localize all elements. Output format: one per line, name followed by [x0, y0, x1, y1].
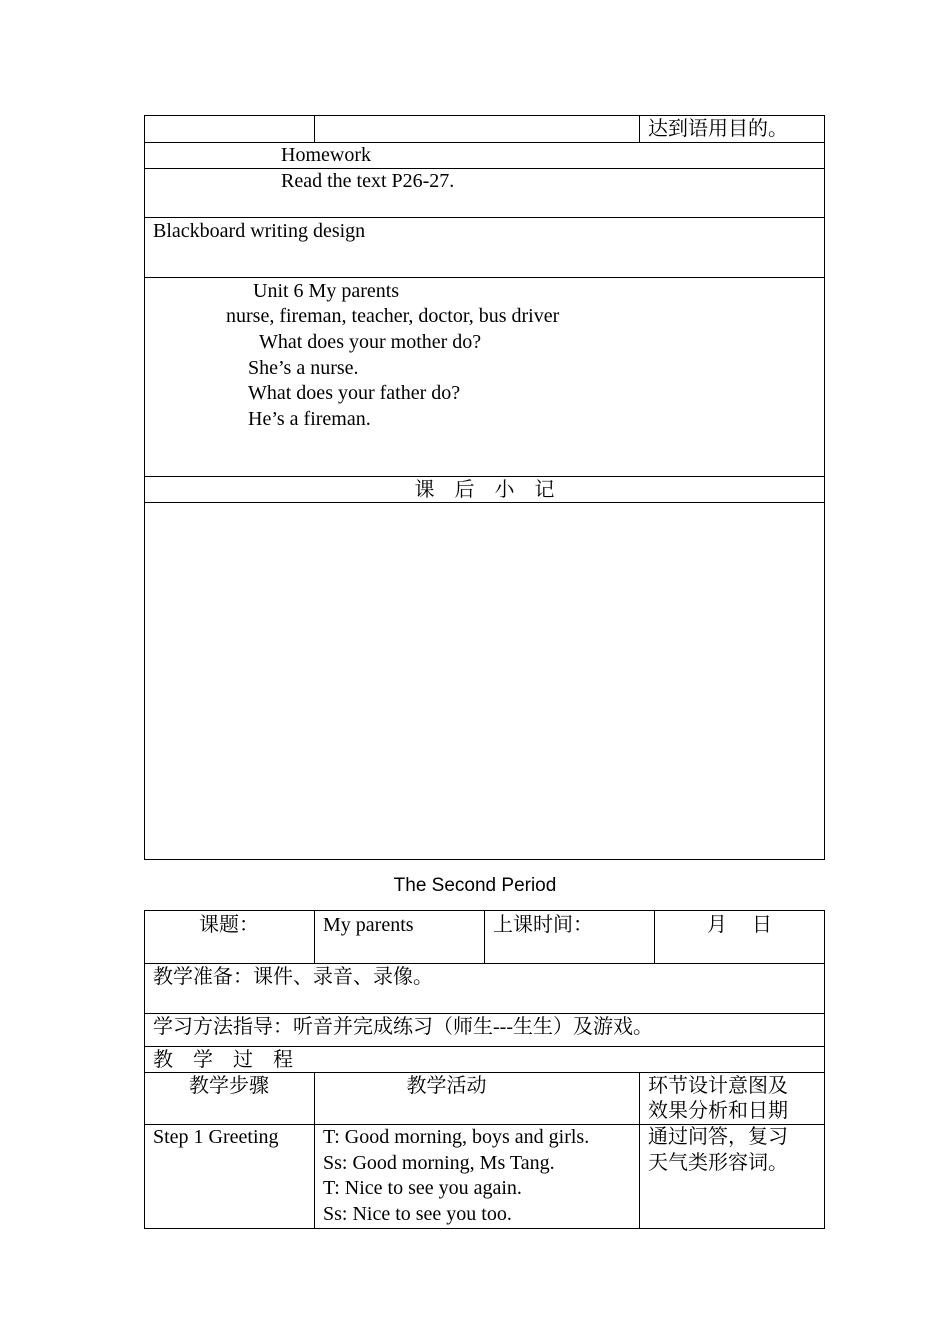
col-divider — [639, 1072, 640, 1229]
step1-activity-line: T: Nice to see you again. — [323, 1177, 522, 1199]
step1-name: Step 1 Greeting — [153, 1126, 279, 1148]
step1-purpose-line: 天气类形容词。 — [648, 1152, 788, 1174]
blackboard-line-question-mother: What does your mother do? — [259, 331, 482, 353]
top-row1-divider-b — [639, 115, 640, 142]
homework-label: Homework — [281, 144, 371, 166]
step1-purpose-line: 通过问答，复习 — [648, 1126, 788, 1148]
blackboard-line-unit: Unit 6 My parents — [253, 280, 400, 302]
row-divider — [144, 217, 825, 218]
col-header-activities: 教学活动 — [406, 1075, 487, 1097]
section-title: The Second Period — [393, 875, 557, 896]
notes-header: 课 后 小 记 — [414, 479, 555, 501]
step1-activity-line: T: Good morning, boys and girls. — [323, 1126, 590, 1148]
col-divider — [314, 910, 315, 963]
learning-method: 学习方法指导：听音并完成练习（师生---生生）及游戏。 — [153, 1016, 653, 1038]
row-divider — [144, 277, 825, 278]
top-row1-divider-a — [314, 115, 315, 142]
row-divider — [144, 1013, 825, 1014]
col-header-purpose-line1: 环节设计意图及 — [648, 1075, 788, 1097]
blackboard-line-vocab: nurse, fireman, teacher, doctor, bus driver — [226, 305, 560, 327]
col-divider — [484, 910, 485, 963]
process-header: 教 学 过 程 — [153, 1049, 293, 1071]
teaching-prep: 教学准备：课件、录音、录像。 — [153, 966, 433, 988]
blackboard-line-question-father: What does your father do? — [248, 382, 461, 404]
col-header-steps: 教学步骤 — [189, 1075, 269, 1097]
blackboard-label: Blackboard writing design — [153, 220, 366, 242]
time-label: 上课时间： — [493, 914, 593, 936]
homework-text: Read the text P26-27. — [281, 170, 455, 192]
col-header-purpose-line2: 效果分析和日期 — [648, 1100, 788, 1122]
blackboard-line-answer-father: He’s a fireman. — [248, 408, 371, 430]
topic-value: My parents — [323, 914, 414, 936]
blackboard-line-answer-mother: She’s a nurse. — [248, 357, 359, 379]
row-divider — [144, 168, 825, 169]
row-divider — [144, 1046, 825, 1047]
step1-activity-line: Ss: Good morning, Ms Tang. — [323, 1152, 555, 1174]
row-divider — [144, 963, 825, 964]
row1-note: 达到语用目的。 — [648, 118, 788, 140]
row-divider — [144, 142, 825, 143]
notes-area — [145, 503, 824, 859]
step1-activity-line: Ss: Nice to see you too. — [323, 1203, 512, 1225]
date-label: 月 日 — [707, 914, 772, 936]
row-divider — [144, 476, 825, 477]
topic-label: 课题： — [199, 914, 259, 936]
